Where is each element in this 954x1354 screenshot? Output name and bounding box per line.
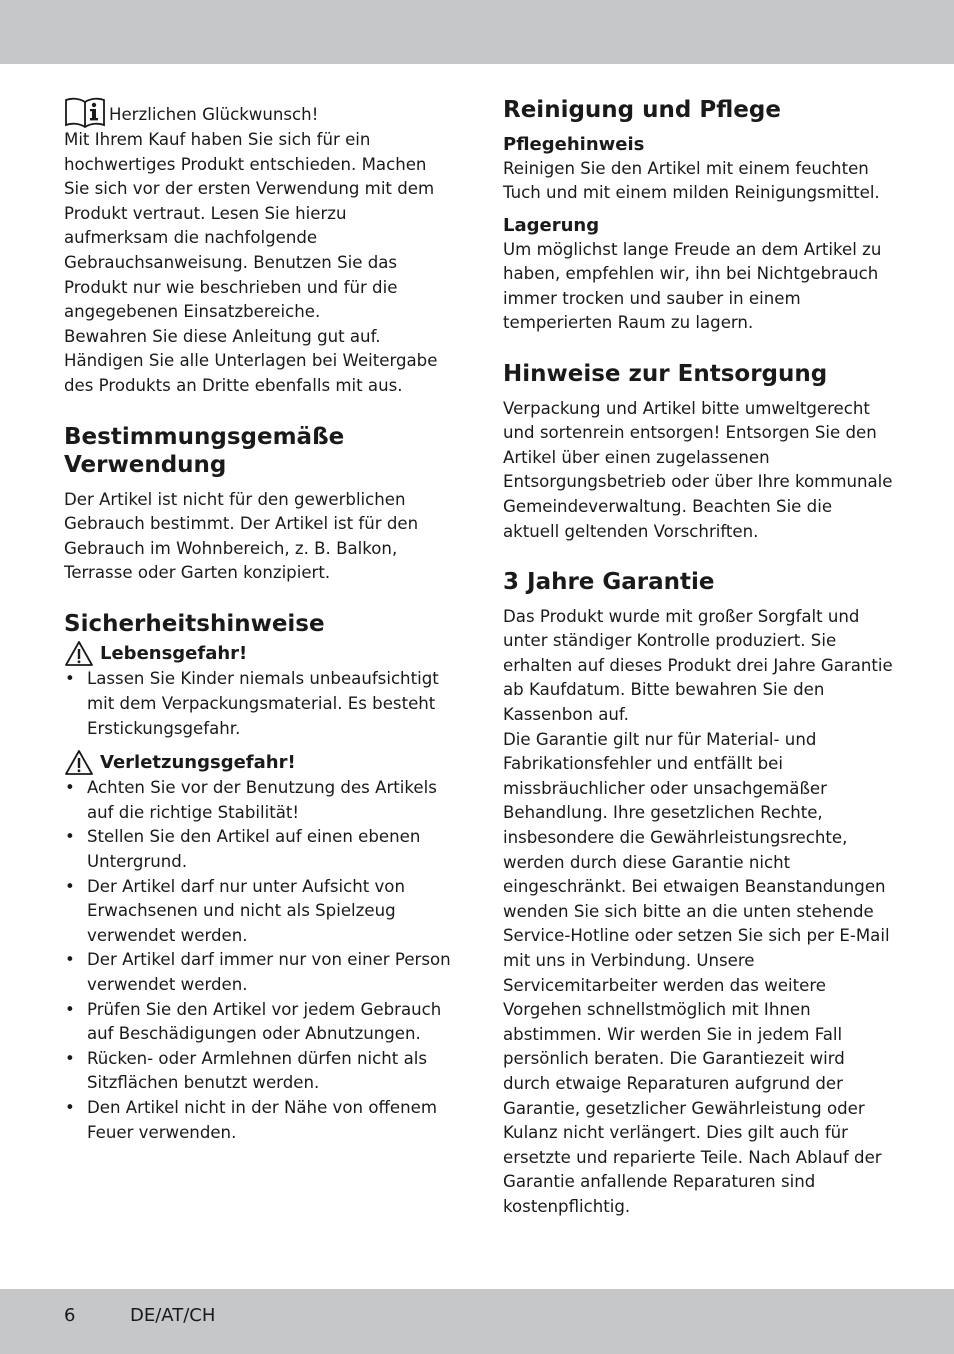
list-item: • Achten Sie vor der Benutzung des Artikels auf die richtige Stabilität! xyxy=(64,776,456,825)
section-heading-warranty: 3 Jahre Garantie xyxy=(503,569,715,596)
right-column xyxy=(503,96,893,1219)
list-item: • Der Artikel darf nur unter Aufsicht von Erwachsenen und nicht als Spielzeug verwendet werden. xyxy=(64,875,456,949)
list-item: • Stellen Sie den Artikel auf einen ebenen Untergrund. xyxy=(64,825,456,874)
list-item: • Den Artikel nicht in der Nähe von offenem Feuer verwenden. xyxy=(64,1096,456,1145)
warning-list-life xyxy=(64,667,456,741)
section-heading-safety: Sicherheitshinweise xyxy=(64,610,325,637)
list-item: • Der Artikel darf immer nur von einer Person verwendet werden. xyxy=(64,948,456,997)
section-heading-disposal: Hinweise zur Entsorgung xyxy=(503,361,828,388)
warning-list-injury xyxy=(64,776,456,1145)
intro-greeting-line xyxy=(64,96,456,128)
warranty-text: Das Produkt wurde mit großer Sorgfalt und unter ständiger Kontrolle produziert. Sie erhalten auf dieses Produkt drei Jahre Garantie ab Kaufdatum. Bitte bewahren Sie den Kassenbon auf. xyxy=(503,606,893,724)
info-book-icon xyxy=(64,96,106,128)
storage-text: Um möglichst lange Freude an dem Artikel zu haben, empfehlen wir, ihn bei Nichtgebrauch immer trocken und sauber in einem temperierten Raum zu lagern. xyxy=(503,239,882,333)
footer-bar xyxy=(0,1289,954,1354)
warning-title: Lebensgefahr! xyxy=(100,642,248,664)
list-item: • Rücken- oder Armlehnen dürfen nicht als Sitzflächen benutzt werden. xyxy=(64,1047,456,1096)
section-heading-intended-use: Bestimmungsgemäße Verwendung xyxy=(64,423,345,479)
intro-greeting: Herzlichen Glückwunsch! xyxy=(109,105,319,125)
header-bar xyxy=(0,0,954,64)
page-number: 6 xyxy=(64,1305,76,1326)
intro-paragraph: Bewahren Sie diese Anleitung gut auf. Händigen Sie alle Unterlagen bei Weitergabe des Produkts an Dritte ebenfalls mit aus. xyxy=(64,326,438,395)
warning-heading-injury xyxy=(64,749,456,776)
care-text: Reinigen Sie den Artikel mit einem feuchten Tuch und mit einem milden Reinigungsmittel. xyxy=(503,158,880,203)
list-item: • Lassen Sie Kinder niemals unbeaufsichtigt mit dem Verpackungsmaterial. Es besteht Erstickungsgefahr. xyxy=(64,667,456,741)
warning-title: Verletzungsgefahr! xyxy=(100,751,296,773)
section-heading-care: Reinigung und Pflege xyxy=(503,97,781,123)
intro-paragraph: Mit Ihrem Kauf haben Sie sich für ein hochwertiges Produkt entschieden. Machen Sie sich vor der ersten Verwendung mit dem Produkt vertraut. Lesen Sie hierzu aufmerksam die nachfolgende Gebrauchsanweisung. Benutzen Sie das Produkt nur wie beschrieben und für die angegebenen Einsatzbereiche. xyxy=(64,130,435,322)
disposal-text: Verpackung und Artikel bitte umweltgerecht und sortenrein entsorgen! Entsorgen Sie den Artikel über einen zugelassenen Entsorgungsbetrieb oder über Ihre kommunale Gemeindeverwaltung. Beachten Sie die aktuell geltenden Vorschriften. xyxy=(503,398,893,541)
warning-triangle-icon xyxy=(64,749,94,776)
warranty-text: Die Garantie gilt nur für Material- und Fabrikationsfehler und entfällt bei missbräuchlicher oder unsachgemäßer Behandlung. Ihre gesetzlichen Rechte, insbesondere die Gewährleistungsrechte, werden durch diese Garantie nicht eingeschränkt. Bei etwaigen Beanstandungen wenden Sie sich bitte an die unten stehende Service-Hotline oder setzen Sie sich per E-Mail mit uns in Verbindung. Unsere Servicemitarbeiter werden das weitere Vorgehen schnellstmöglich mit Ihnen abstimmen. Wir werden Sie in jedem Fall persönlich beraten. Die Garantiezeit wird durch etwaige Reparaturen aufgrund der Garantie, gesetzlicher Gewährleistung oder Kulanz nicht verlängert. Dies gilt auch für ersetzte und reparierte Teile. Nach Ablauf der Garantie anfallende Reparaturen sind kostenpflichtig. xyxy=(503,729,890,1216)
intended-use-text: Der Artikel ist nicht für den gewerblichen Gebrauch bestimmt. Der Artikel ist für den Gebrauch im Wohnbereich, z. B. Balkon, Terrasse oder Garten konzipiert. xyxy=(64,489,419,583)
left-column xyxy=(64,96,456,1145)
warning-heading-life xyxy=(64,640,456,667)
subheading-care: Pflegehinweis xyxy=(503,133,645,155)
warning-triangle-icon xyxy=(64,640,94,667)
list-item: • Prüfen Sie den Artikel vor jedem Gebrauch auf Beschädigungen oder Abnutzungen. xyxy=(64,998,456,1047)
language-codes: DE/AT/CH xyxy=(130,1305,216,1326)
subheading-storage: Lagerung xyxy=(503,214,600,236)
